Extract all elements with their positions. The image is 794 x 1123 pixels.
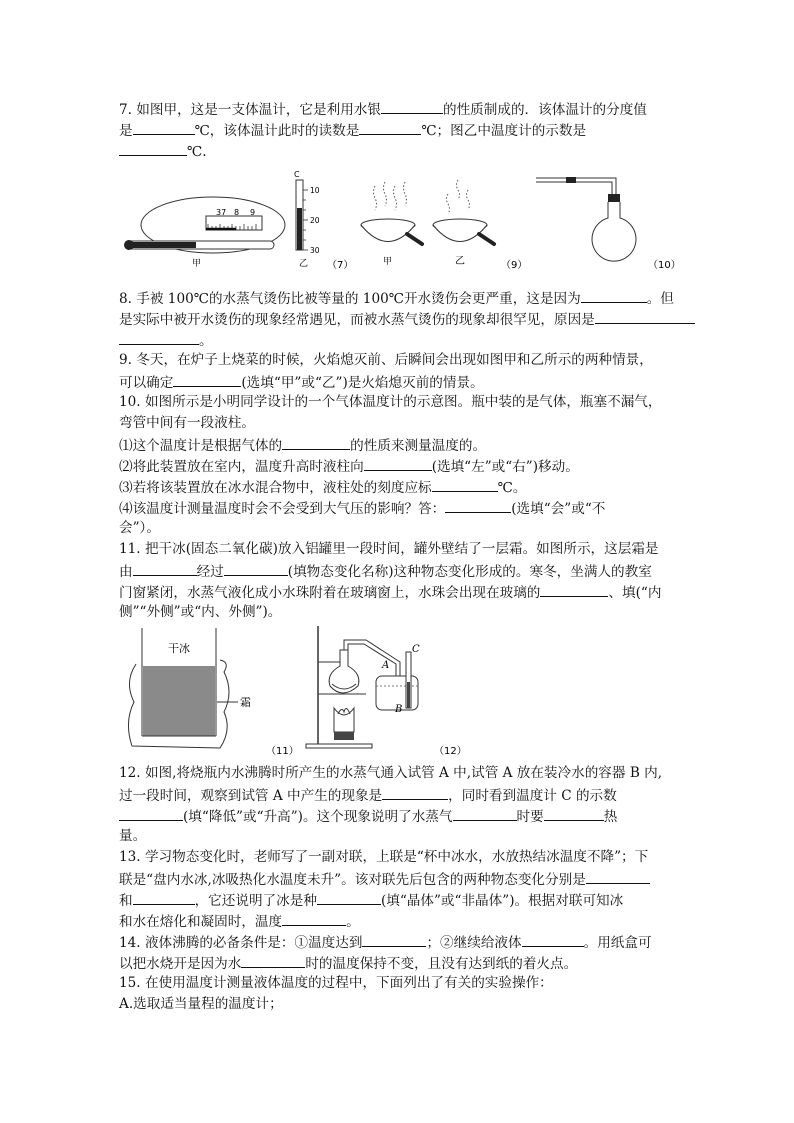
figure-row-1 xyxy=(120,168,690,276)
q10-line6: ⑷该温度计测量温度时会不会受到大气压的影响？答： (选填“会”或“不 xyxy=(119,497,605,519)
label-A: A xyxy=(382,660,390,671)
scale-8: 8 xyxy=(234,208,240,217)
label-B: B xyxy=(395,704,403,715)
q11-line3: 门窗紧闭，水蒸气液化成小水珠附着在玻璃窗上，水珠会出现在玻璃的 、填(“内 xyxy=(119,581,661,603)
answer-blank[interactable] xyxy=(381,98,443,114)
answer-blank[interactable] xyxy=(362,931,426,947)
answer-blank[interactable] xyxy=(133,119,195,135)
label-frost: 霜 xyxy=(240,696,251,709)
answer-blank[interactable] xyxy=(119,329,199,345)
q8-line2: 是实际中被开水烫伤的现象经常遇见，而被水蒸气烫伤的现象却很罕见，原因是 xyxy=(119,308,695,330)
q15-line2: A.选取适当量程的温度计； xyxy=(119,996,283,1012)
gas-thermometer-flask xyxy=(536,177,681,271)
q13-line2: 联是“盘内水冰,冰吸热化水温度未升”。该对联先后包含的两种物态变化分别是 xyxy=(119,868,650,890)
q12-line2: 过一段时间，观察到试管 A 中产生的现象是 ，同时看到温度计 C 的示数 xyxy=(119,784,617,806)
scale-9: 9 xyxy=(250,208,256,217)
answer-blank[interactable] xyxy=(522,931,584,947)
answer-blank[interactable] xyxy=(382,784,448,800)
caption-11: （11） xyxy=(266,746,299,757)
figure-row-2 xyxy=(120,622,480,758)
q11-line4: 侧”“外侧”或“内、外侧”)。 xyxy=(119,604,282,620)
q13-line1: 13. 学习物态变化时，老师写了一副对联，上联是“杯中冰水，水放热结冰温度不降”；下 xyxy=(119,849,649,865)
answer-blank[interactable] xyxy=(586,868,650,884)
boiling-apparatus xyxy=(306,626,467,757)
lab-thermometer xyxy=(294,170,353,271)
label-dry-ice: 干冰 xyxy=(168,642,190,655)
svg-text:30: 30 xyxy=(310,246,320,255)
answer-blank[interactable] xyxy=(241,952,305,968)
q7-line1: 7. 如图甲，这是一支体温计，它是利用水银 的性质制成的．该体温计的分度值 xyxy=(119,98,647,120)
answer-blank[interactable] xyxy=(119,805,183,821)
svg-text:20: 20 xyxy=(310,216,320,225)
q12-line4: 量。 xyxy=(119,828,147,844)
q12-line1: 12. 如图,将烧瓶内水沸腾时所产生的水蒸气通入试管 A 中,试管 A 放在装冷水的容器 B 内, xyxy=(119,765,663,781)
caption-9: （9） xyxy=(501,260,528,271)
answer-blank[interactable] xyxy=(540,581,608,597)
q10-line4: ⑵将此装置放在室内，温度升高时液柱向 (选填“左”或“右”)移动。 xyxy=(119,455,579,477)
q9-line1: 9. 冬天，在炉子上烧菜的时候，火焰熄灭前、后瞬间会出现如图甲和乙所示的两种情景， xyxy=(119,352,653,368)
q12-line3: (填“降低”或“升高”)。这个现象说明了水蒸气 时要 热 xyxy=(119,805,617,827)
answer-blank[interactable] xyxy=(359,119,421,135)
label-yi-pan: 乙 xyxy=(455,256,465,267)
label-jia-pan: 甲 xyxy=(383,257,393,267)
answer-blank[interactable] xyxy=(432,476,498,492)
answer-blank[interactable] xyxy=(544,805,604,821)
caption-7: （7） xyxy=(327,260,354,271)
answer-blank[interactable] xyxy=(282,910,346,926)
q13-line4: 和水在熔化和凝固时，温度 。 xyxy=(119,910,360,932)
q10-line3: ⑴这个温度计是根据气体的 的性质来测量温度的。 xyxy=(119,434,486,456)
q10-line7: 会”）。 xyxy=(119,520,160,536)
caption-12: （12） xyxy=(434,746,467,757)
pan-jia xyxy=(361,182,422,267)
q14-line1: 14. 液体沸腾的必备条件是：①温度达到 ；②继续给液体 。用纸盒可 xyxy=(119,931,652,953)
answer-blank[interactable] xyxy=(173,371,241,387)
label-C: C xyxy=(412,644,420,655)
answer-blank[interactable] xyxy=(364,455,432,471)
answer-blank[interactable] xyxy=(581,287,647,303)
q10-line1: 10. 如图所示是小明同学设计的一个气体温度计的示意图。瓶中装的是气体，瓶塞不漏气， xyxy=(119,394,662,410)
answer-blank[interactable] xyxy=(595,308,695,324)
q8-line3: 。 xyxy=(119,329,213,351)
svg-text:C: C xyxy=(294,170,300,179)
q11-line2: 由 经过 (填物态变化名称)这种物态变化形成的。寒冬，坐满人的教室 xyxy=(119,560,652,582)
q10-line5: ⑶若将该装置放在冰水混合物中，液柱处的刻度应标 ℃。 xyxy=(119,476,526,498)
dry-ice-can xyxy=(128,628,298,757)
q7-line2: 是 ℃，该体温计此时的读数是 ℃；图乙中温度计的示数是 xyxy=(119,119,586,141)
q11-line1: 11. 把干冰(固态二氧化碳)放入铝罐里一段时间，罐外壁结了一层霜。如图所示，这层霜是 xyxy=(119,541,659,557)
q8-line1: 8. 手被 100℃的水蒸气烫伤比被等量的 100℃开水烫伤会更严重，这是因为 。但 xyxy=(119,287,674,309)
answer-blank[interactable] xyxy=(133,560,197,576)
label-yi-thermo: 乙 xyxy=(299,259,309,269)
answer-blank[interactable] xyxy=(317,889,381,905)
caption-10: （10） xyxy=(648,260,681,271)
q7-line3: ℃. xyxy=(119,140,207,162)
q10-line2: 弯管中间有一段液柱。 xyxy=(119,415,255,431)
clinical-thermometer xyxy=(124,197,285,269)
answer-blank[interactable] xyxy=(224,560,288,576)
answer-blank[interactable] xyxy=(133,889,195,905)
label-jia: 甲 xyxy=(192,259,202,269)
svg-text:10: 10 xyxy=(310,186,320,195)
answer-blank[interactable] xyxy=(453,805,517,821)
q9-line2: 可以确定 (选填“甲”或“乙”)是火焰熄灭前的情景。 xyxy=(119,371,484,393)
q13-line3: 和 ，它还说明了冰是种 (填“晶体”或“非晶体”)。根据对联可知冰 xyxy=(119,889,623,911)
scale-37: 37 xyxy=(216,208,227,217)
pan-yi xyxy=(433,180,527,271)
answer-blank[interactable] xyxy=(445,497,511,513)
q15-line1: 15. 在使用温度计测量液体温度的过程中，下面列出了有关的实验操作： xyxy=(119,975,553,991)
answer-blank[interactable] xyxy=(119,140,187,156)
answer-blank[interactable] xyxy=(282,434,350,450)
q14-line2: 以把水烧开是因为水 时的温度保持不变，且没有达到纸的着火点。 xyxy=(119,952,577,974)
